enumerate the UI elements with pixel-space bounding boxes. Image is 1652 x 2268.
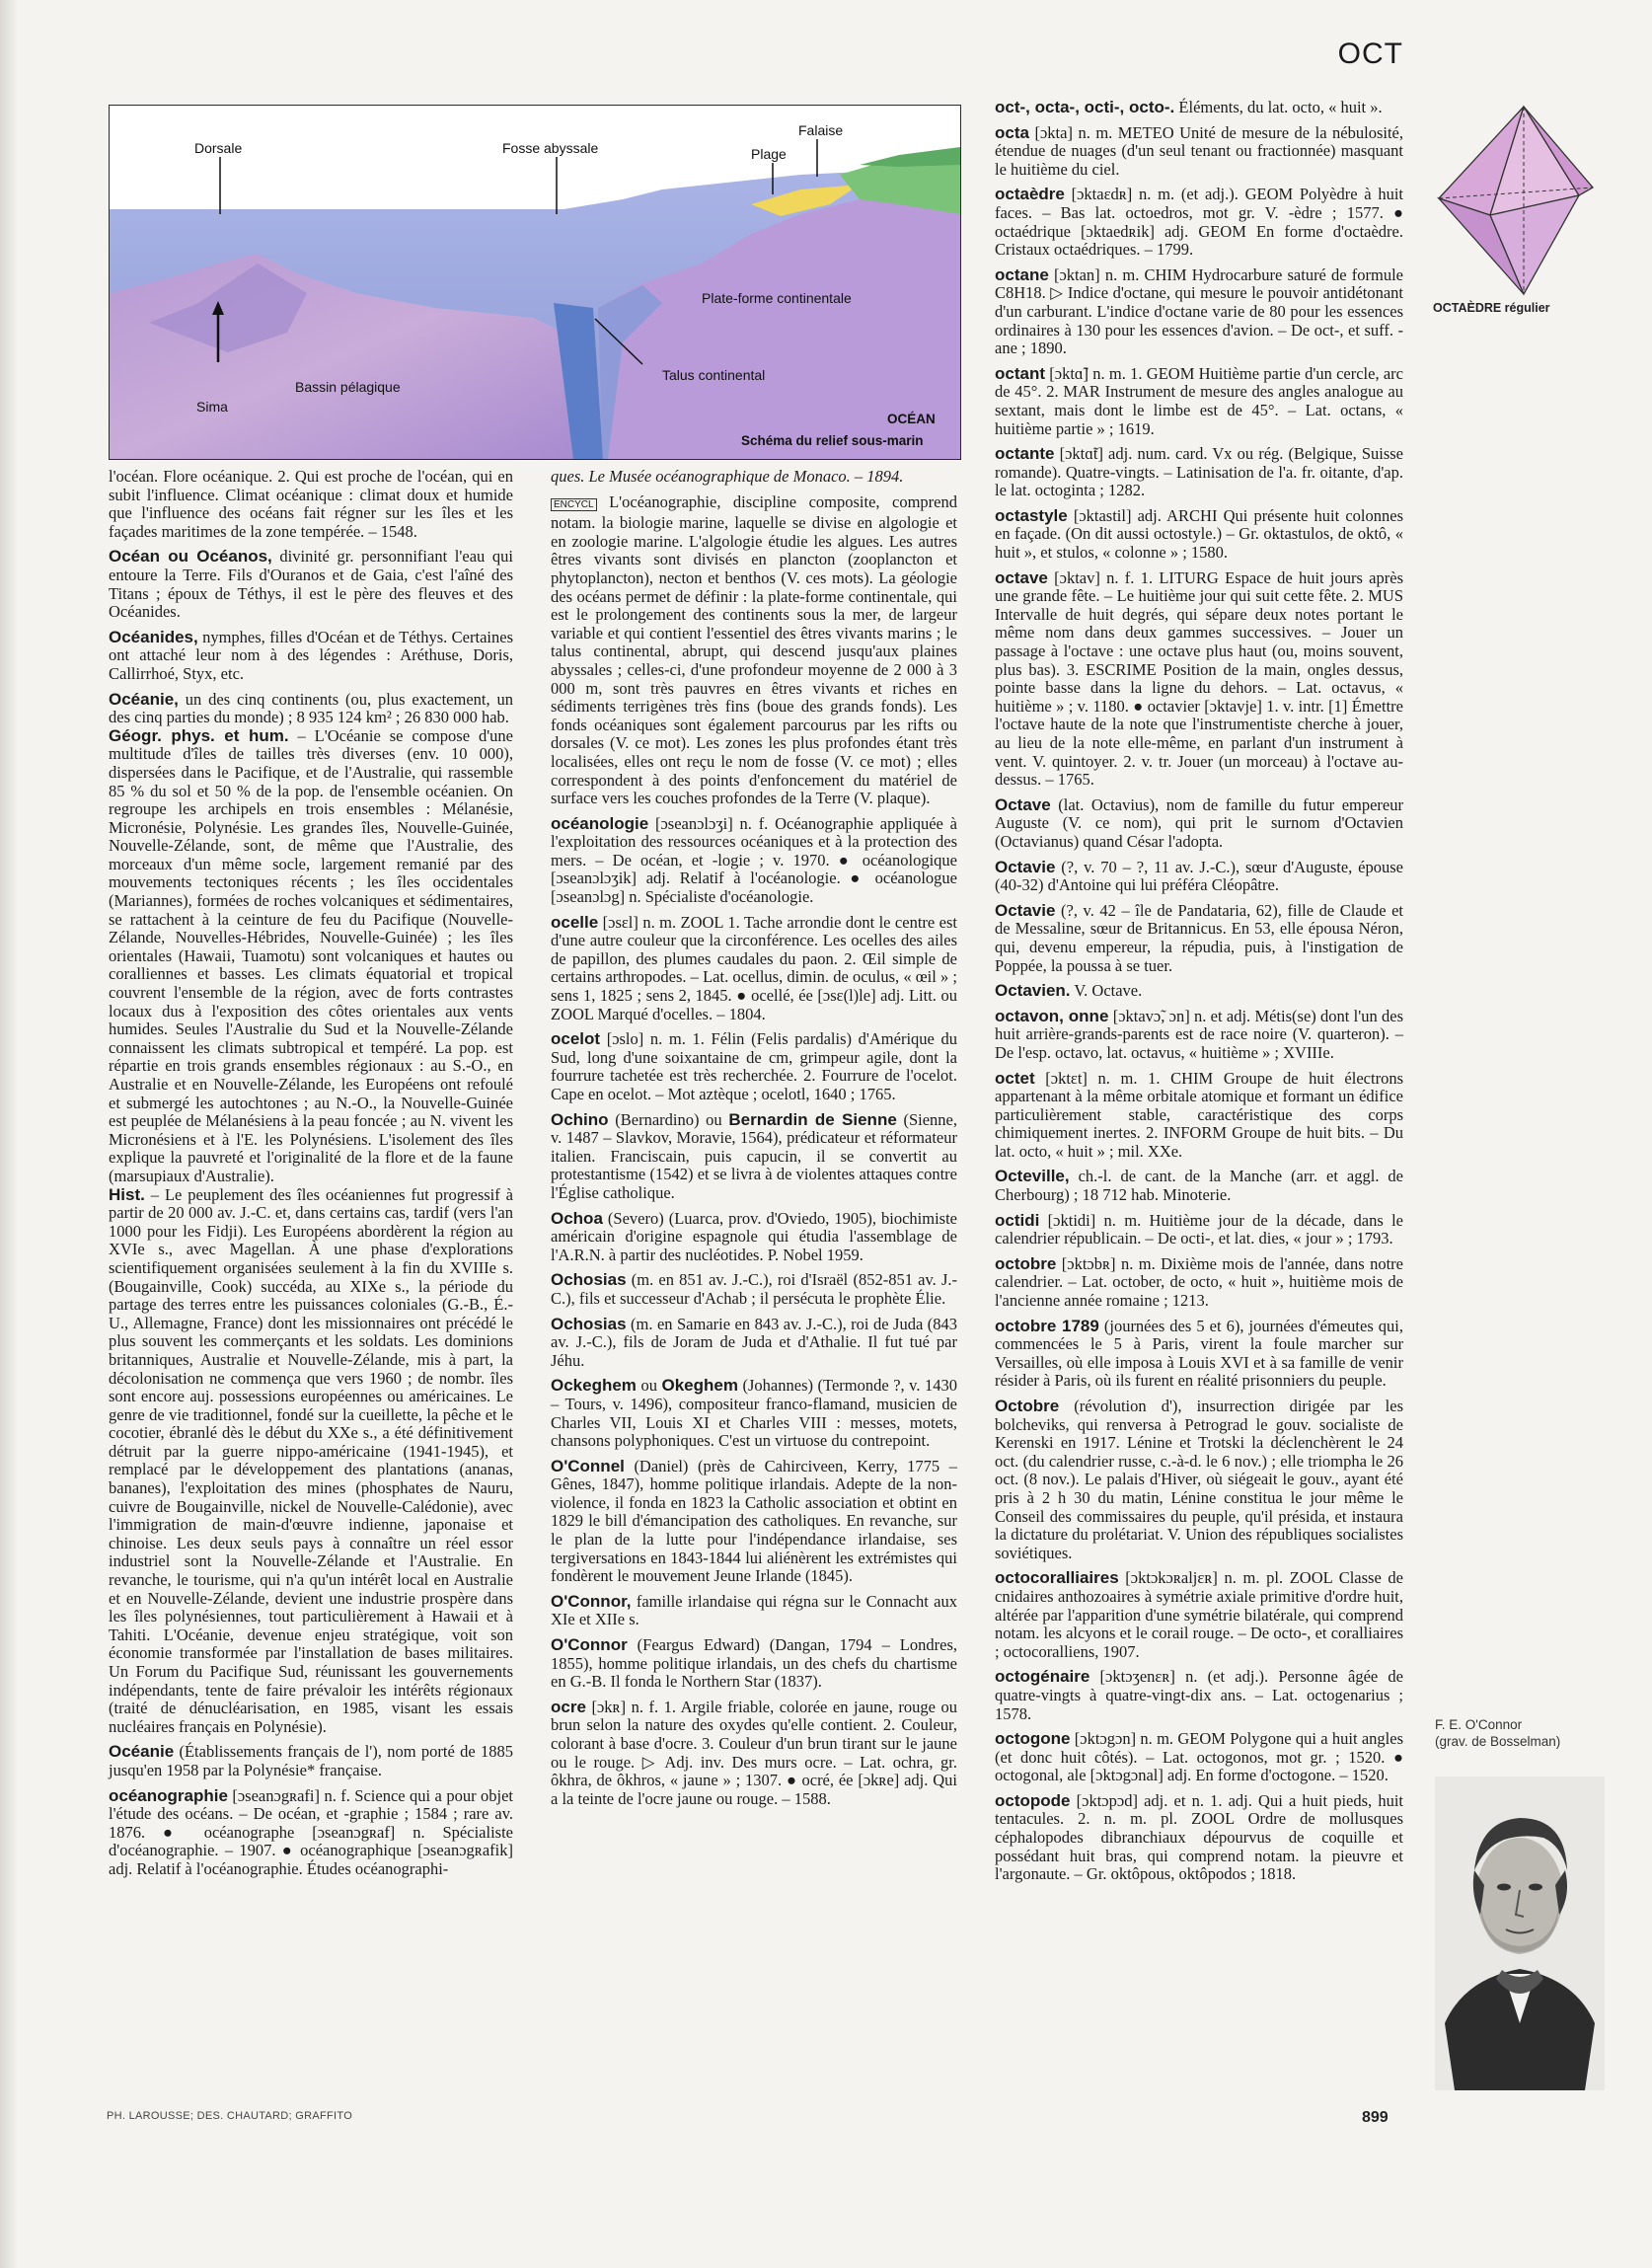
entry-text: (révolution d'), insurrection dirigée par les bolcheviks, qui renversa à Petrograd le gouv. socialiste de Kerenski en 1917. Lénine et Trotski la déclenchèrent le 24 oct. (du calendrier russe, c.-à-d. le 6 nov.) ; elle triompha le 26 oct. (8 nov.). Le palais d'Hiver, où siégeait le gouv., ayant été pris à 2 h 30 du matin, Lénine constitua le jour même le Conseil des commissaires du peuple, qu'il présida, et instaura la dictature du prolétariat. V. Union des républiques socialistes soviétiques. [995,1397,1403,1562]
encyclopedic-tag: ENCYCL [551,498,597,511]
entry-text: [ɔktaɛdʀ] n. m. (et adj.). GEOM Polyèdre à huit faces. – Bas lat. octoedros, mot gr. V. -èdre ; 1577. ● octaédrique [ɔktaedʀik] adj. GEOM En forme d'octaèdre. Cristaux octaédriques. – 1799. [995,185,1403,260]
entry-text: [ɔktastil] adj. ARCHI Qui présente huit colonnes en façade. (On dit aussi octostyle.) – Gr. oktastulos, de oktô, « huit », et stulos, « colonne » ; 1580. [995,505,1403,563]
portrait-name: F. E. O'Connor [1435,1717,1523,1732]
entry-oceanologie [551,815,957,907]
entry-text: [ɔktɔbʀ] n. m. Dixième mois de l'année, dans notre calendrier. – Lat. october, de octo, « huit », huitième mois de l'ancienne année romaine ; 1213. [995,1253,1403,1311]
label-fosse-abyssale: Fosse abyssale [502,140,599,156]
headword: octante [995,444,1055,464]
entry-text: l'océan. Flore océanique. 2. Qui est proche de l'océan, qui en subit l'influence. Climat océanique : climat doux et humide que l'influence des océans fait régner sur les îles et les façades maritimes de la zone tempérée. – 1548. [109,467,513,541]
entry-octavie-fille [995,902,1403,975]
figure-caption: Schéma du relief sous-marin [741,433,924,448]
label-sima: Sima [196,399,228,415]
entry-text: (lat. Octavius), nom de famille du futur empereur Auguste (V. ce nom), qui prit le surnom d'Octavien (Octavianus) quand César l'adopta. [995,794,1403,851]
headword: Octavie [995,900,1056,920]
entry-oconnor-feargus [551,1636,957,1692]
headword: octa [995,122,1029,142]
entry-text: L'océanographie, discipline composite, comprend notam. la biologie marine, laquelle se divise en algologie et en zoologie marine. L'algologie étudie les algues. Les autres êtres vivants sont divisés en plancton (zooplancton et phytoplancton), necton et benthos (V. ces mots). La géologie des océans permet de définir : la plate-forme continentale, qui est le prolongement des continents sous la mer, de largeur variable et qui contient l'essentiel des êtres vivants marins ; le talus continental, abrupt, qui descend jusqu'aux plaines abyssales ; celles-ci, d'une profondeur moyenne de 2 000 à 3 000 m, sont très pauvres en êtres vivants et riches en sédiments terrigènes très fins (boue des grands fonds). Les fonds océaniques sont également parcourus par les rifts ou dorsales (V. ce mot). Les zones les plus profondes étant très localisées, elles ont reçu le nom de fosse (V. ce mot) ; elles correspondent à des points d'enfoncement du matériel de surface vers les couches profondes de la Terre (V. plaque). [551,491,957,808]
headword: oct-, octa-, octi-, octo-. [995,98,1175,116]
label-talus: Talus continental [662,367,766,383]
octahedron-caption: OCTAÈDRE régulier [1433,301,1550,315]
entry-octane [995,266,1403,358]
headword: ocre [551,1697,586,1716]
label-falaise: Falaise [798,122,844,138]
subheading-geographie: Géogr. phys. et hum. [109,725,289,745]
entry-octidi [995,1212,1403,1248]
headword: octane [995,265,1049,284]
headword: Océanie [109,1742,175,1762]
entry-oct-prefix [995,99,1403,117]
headword: O'Connor [551,1635,628,1655]
entry-octet [995,1070,1403,1162]
entry-ocelot [551,1030,957,1103]
entry-text: [ɔktɔgɔn] n. m. GEOM Polygone qui a huit angles (et donc huit côtés). – Lat. octogonos, mot gr. ; 1520. ● octogonal, ale [ɔktɔgɔnal] adj. En forme d'octogone. – 1520. [995,1729,1403,1785]
headword: O'Connor, [551,1591,632,1611]
entry-octavon [995,1008,1403,1063]
entry-text: [ɔseanɔlɔʒi] n. f. Océanographie appliquée à l'exploitation des ressources océaniques et à la protection des mers. – De océan, et -logie ; v. 1970. ● océanologique [ɔseanɔlɔʒik] adj. Relatif à l'océanologie. ● océanologue [ɔseanɔlɔg] n. Spécialiste d'océanologie. [551,813,957,907]
encyclopedic-note [551,493,957,808]
entry-ochosias-israel [551,1271,957,1308]
entry-text: famille irlandaise qui régna sur le Connacht aux XIe et XIIe s. [551,1591,957,1629]
entry-oceanique-continued [109,468,513,541]
entry-text: (m. en 851 av. J.-C.), roi d'Israël (852-851 av. J.-C.), fils et successeur d'Achab ; il persécuta le prophète Élie. [551,1270,957,1308]
headword: octave [995,567,1048,587]
headword: octogone [995,1729,1071,1749]
portrait-credit: (grav. de Bosselman) [1435,1734,1561,1749]
label-dorsale: Dorsale [194,140,243,156]
headword: octocoralliaires [995,1568,1119,1588]
entry-oconnor-famille [551,1593,957,1629]
headword: Ochoa [551,1208,603,1228]
headword: octavon, onne [995,1006,1109,1025]
entry-octobre [995,1255,1403,1311]
label-ocean: OCÉAN [887,412,936,426]
entry-ochosias-juda [551,1316,957,1371]
headword: octant [995,363,1045,383]
headword: octet [995,1068,1035,1088]
entry-text: [ɔktɑ̃t] adj. num. card. Vx ou rég. (Belgique, Suisse romande). Quatre-vingts. – Latinisation de l'a. fr. oitante, d'ap. le lat. octoginta ; 1282. [995,444,1403,500]
entry-text: – Le peuplement des îles océaniennes fut progressif à partir de 20 000 av. J.-C. et, dans certains cas, tardif (vers l'an 1000 pour les Fidji). Les Européens abordèrent la région au XVIe s., avec Magellan. À une phase d'explorations scientifiquement organisées seulement à la fin du XVIIIe s. (Bougainville, Cook) succéda, au XIXe s., la période du partage des terres entre les puissances coloniales (G.-B., É.-U., Allemagne, France) dont les missionnaires ont précédé le plus souvent les commerçants et les soldats. Les dominions britanniques, Australie et Nouvelle-Zélande, mis à part, la décolonisation ne commença que vers 1960 ; de nombr. îles sont encore auj. possessions européennes ou américaines. Le genre de vie traditionnel, fondé sur la cueillette, la pêche et le cocotier, ébranlé dès le début du XXe s., a été définitivement détruit par la guerre nippo-américaine (1941-1945), et remplacé par le développement des plantations (ananas, bananes), l'exploitation des mines (phosphates de Nauru, cuivre de Bougainville, nickel de Nouvelle-Calédonie), avec l'immigration de main-d'œuvre indienne, japonaise et chinoise. Les deux seuls pays à connaître un réel essor industriel sont la Nouvelle-Zélande et l'Australie. En revanche, le tourisme, qui n'a qu'un intérêt local en Australie et en Nouvelle-Zélande, devient une industrie prospère dans les îles polynésiennes, tout particulièrement à Hawaii et à Tahiti. L'Océanie, devenue enjeu stratégique, voit son économie transformée par l'installation de bases militaires. Un Forum du Pacifique Sud, réunissant les gouvernements indépendants, tente de faire prévaloir les intérêts régionaux (traité de dénucléarisation, en 1985, visant les essais nucléaires français en Polynésie). [109,1184,513,1736]
entry-text: – L'Océanie se compose d'une multitude d'îles de tailles très diverses (env. 10 000), dispersées dans le Pacifique, et de l'Australie, qui rassemble 85 % du sol et 50 % de la pop. de l'ensemble océanien. On regroupe les archipels en trois ensembles : Mélanésie, Micronésie, Polynésie. Les grandes îles, Nouvelle-Guinée, Nouvelle-Zélande, sont, de même que l'Australie, des morceaux d'un même socle, largement remanié par des mouvements tectoniques récents ; les îles occidentales (Mariannes), formées de roches volcaniques et sédimentaires, se rattachent à la ceinture de feu du Pacifique (Nouvelle-Zélande, Nouvelles-Hébrides, Nouvelle-Guinée) ; les îles orientales (Hawaii, Tuamotu) sont volcaniques et hautes ou coralliennes et basses. Les climats équatorial et tropical couvrent l'ensemble de la région, avec de forts contrastes locaux dus à l'exposition des côtes orientales aux vents humides. Seules l'Australie du Sud et la Nouvelle-Zélande connaissent les climats subtropical et tempéré. La pop. est répartie en trois grands ensembles régionaux : au S.-O., en Australie et en Nouvelle-Zélande, les Européens ont refoulé et submergé les autochtones ; au N.-O., la Nouvelle-Guinée est peuplée de Mélanésiens à la peau foncée ; au N. vivent les Micronésiens et à l'E. les Polynésiens. L'isolement des îles explique la pauvreté et l'originalité de la flore et de la faune (marsupiaux d'Australie). [109,725,513,1185]
entry-text: [ɔktavɔ̃, ɔn] n. et adj. Métis(se) dont l'un des huit arrière-grands-parents est de race noire (V. quarteron). – De l'esp. octavo, lat. octavus, « huitième » ; XVIIIe. [995,1006,1404,1062]
entry-text: ques. Le Musée océanographique de Monaco. – 1894. [551,467,904,486]
running-head: OCT [1337,38,1403,70]
entry-text: [ɔkʀ] n. f. 1. Argile friable, colorée en jaune, rouge ou brun selon la nature des oxydes qu'elle contient. 2. Couleur, colorant à base d'ocre. 3. Couleur d'un brun tirant sur le jaune ou le rouge. ▷ Adj. inv. Des murs ocre. – Lat. ochra, gr. ôkhra, de ôkhros, « jaune » ; 1307. ● ocré, ée [ɔkʀe] adj. Qui a la teinte de l'ocre jaune ou rouge. – 1588. [551,1697,957,1808]
entry-text: (Feargus Edward) (Dangan, 1794 – Londres, 1855), homme politique irlandais, un des chefs du chartisme en G.-B. Il fonda le Northern Star (1837). [551,1635,957,1692]
entry-ockeghem [551,1377,957,1450]
headword: octastyle [995,505,1068,525]
headword: Octave [995,794,1051,814]
entry-text: divinité gr. personnifiant l'eau qui entoure la Terre. Fils d'Ouranos et de Gaia, c'est l'aîné des Titans ; époux de Téthys, il est le père des fleuves et des Océanides. [109,547,513,622]
headword: O'Connel [551,1456,625,1475]
headword: Ochosias [551,1314,627,1333]
label-bassin: Bassin pélagique [295,379,401,395]
headword: Octavie [995,857,1056,876]
entry-text: [ɔsɛl] n. m. ZOOL 1. Tache arrondie dont le centre est d'une autre couleur que la circonférence. Les ocelles des ailes de papillon, des plumes caudales du paon. 2. Œil simple de certains arthropodes. – Lat. ocellus, dimin. de oculus, « œil » ; sens 1, 1825 ; sens 2, 1845. ● ocellé, ée [ɔsɛ(l)le] adj. Litt. ou ZOOL Marqué d'ocelles. – 1804. [551,912,957,1023]
entry-octobre-1789 [995,1318,1403,1391]
entry-text: [ɔktɔkɔʀaljɛʀ] n. m. pl. ZOOL Classe de cnidaires anthozoaires à symétrie axiale primitive d'ordre huit, altérée par l'apparition d'une symétrie bilatérale, qui comprend notam. les alcyons et le corail rouge. – De octo-, et coralliaires ; octocoralliens, 1907. [995,1568,1403,1661]
entry-oceanographie [109,1787,513,1879]
entry-oceanides [109,629,513,684]
page-number: 899 [1362,2109,1389,2126]
entry-text: ch.-l. de cant. de la Manche (arr. et aggl. de Cherbourg) ; 18 712 hab. Minoterie. [995,1167,1403,1205]
entry-ocean [109,548,513,621]
octahedron-icon [1431,105,1609,302]
entry-text: [ɔktan] n. m. CHIM Hydrocarbure saturé de formule C8H18. ▷ Indice d'octane, qui mesure le pouvoir antidétonant d'un carburant. L'indice d'octane varie de 80 pour les essences ordinaires à 130 pour les essences d'avion. – De oct-, et suff. -ane ; 1890. [995,265,1403,358]
footer-credit: PH. LAROUSSE; DES. CHAUTARD; GRAFFITO [107,2110,353,2122]
entry-octavien [995,982,1403,1001]
headword: Ochosias [551,1270,627,1290]
seabed-relief-figure [109,105,961,460]
entry-octogenaire [995,1668,1403,1723]
entry-text: nymphes, filles d'Océan et de Téthys. Certaines ont attaché leur nom à des légendes : Aréthuse, Doris, Callirrhoé, Styx, etc. [109,627,513,683]
entry-revolution-octobre [995,1398,1403,1562]
entry-ocelle [551,914,957,1024]
headword: Octavien. [995,981,1071,1001]
entry-text: (?, v. 42 – île de Pandataria, 62), fille de Claude et de Messaline, sœur de Britannicus. En 53, elle épousa Néron, qui, devenu empereur, la répudia, puis, à l'instigation de Poppée, la poussa à se tuer. [995,900,1403,975]
entry-ochino [551,1111,957,1203]
subheading-histoire: Hist. [109,1184,145,1204]
entry-text: [ɔktɛt] n. m. 1. CHIM Groupe de huit électrons appartenant à la même orbitale atomique et formant un édifice particulièrement stable, caractéristique des corps chimiquement inertes. 2. INFORM Groupe de huit bits. – Du lat. octo, « huit » ; mil. XXe. [995,1068,1403,1161]
headword: ocelot [551,1029,601,1049]
entry-octavie-soeur [995,859,1403,895]
entry-text: V. Octave. [1070,981,1143,1001]
entry-text: (Johannes) (Termonde ?, v. 1430 – Tours, v. 1496), compositeur franco-flamand, musicien de Charles VII, Louis XI et Charles VIII : messes, motets, chansons polyphoniques. C'est un virtuose du contrepoint. [551,1376,957,1451]
entry-octopode [995,1792,1403,1884]
oconnor-portrait [1435,1777,1605,2090]
entry-ocre [551,1699,957,1809]
headword: octobre 1789 [995,1316,1099,1335]
entry-octaedre [995,186,1403,259]
headword: octopode [995,1790,1071,1810]
entry-octogone [995,1730,1403,1785]
headword-variant: Okeghem [661,1376,738,1396]
headword: Océanie, [109,689,179,709]
portrait-caption [1435,1716,1613,1750]
portrait-engraving [1435,1777,1605,2090]
entry-text: [ɔseanɔgʀafi] n. f. Science qui a pour objet l'étude des océans. – De océan, et -graphie ; 1584 ; rare av. 1876. ● océanographe [ɔseanɔgʀaf] n. Spécialiste d'océanographie. – 1907. ● océanographique [ɔseanɔgʀafik] adj. Relatif à l'océanographie. Études océanographi- [109,1785,513,1878]
headword: octogénaire [995,1667,1090,1687]
entry-text: (Daniel) (près de Cahirciveen, Kerry, 1775 – Gênes, 1847), homme politique irlandais. Adepte de la non-violence, il fonda en 1823 la Catholic association et obtint en 1829 le bill d'émancipation des catholiques. En revanche, sur le plan de la lutte pour l'indépendance irlandaise, ses tergiversations en 1843-1844 lui aliénèrent les extrémistes qui fondèrent le mouvement Jeune Irlande (1845). [551,1456,957,1586]
entry-oceanie [109,691,513,1737]
entry-text: Éléments, du lat. octo, « huit ». [1174,98,1383,116]
headword: Océanides, [109,627,198,646]
headword: octaèdre [995,185,1065,204]
entry-octa [995,124,1403,180]
entry-oceanographie-continued [551,468,957,487]
headword: ocelle [551,912,599,932]
label-plage: Plage [751,146,787,162]
entry-text: [ɔslo] n. m. 1. Félin (Felis pardalis) d'Amérique du Sud, long d'une soixantaine de cm, grimpeur agile, dont la fourrure tachetée est très recherchée. 2. Fourrure de l'ocelot. Cape en ocelot. – Mot aztèque ; ocelotl, 1640 ; 1765. [551,1029,957,1103]
entry-octant [995,365,1403,438]
octahedron-illustration [1431,105,1609,307]
page-edge-shadow [0,0,18,2268]
headword: océanographie [109,1785,228,1805]
column-2 [551,468,957,1815]
entry-text: ou [636,1376,662,1396]
column-1 [109,468,513,1886]
entry-octave [995,569,1403,790]
entry-octave-empereur [995,796,1403,852]
headword: Octobre [995,1397,1060,1415]
entry-oceanie-etablissements [109,1743,513,1779]
headword: octidi [995,1210,1040,1230]
entry-octastyle [995,507,1403,563]
entry-octocoralliaires [995,1569,1403,1661]
headword-variant: Bernardin de Sienne [728,1109,897,1129]
entry-ochoa [551,1210,957,1265]
entry-text: (journées des 5 et 6), journées d'émeutes qui, commencées le 5 à Paris, virent la foule marcher sur Versailles, où elle imposa à Louis XVI et à sa famille de venir résider à Paris, où ils furent en réalité prisonniers du peuple. [995,1316,1403,1391]
entry-text: [ɔktɑ̃] n. m. 1. GEOM Huitième partie d'un cercle, arc de 45°. 2. MAR Instrument de mesure des angles analogue au sextant, mais dont le limbe est de 45°. – Lat. octans, « huitième partie » ; 1619. [995,363,1403,438]
entry-text: [ɔktav] n. f. 1. LITURG Espace de huit jours après une grande fête. – Le huitième jour qui suit cette fête. 2. MUS Intervalle de huit degrés, qui sépare deux notes portant le même nom dans deux gammes successives. – Jouer un passage à l'octave : une octave plus haut (ou, moins souvent, plus bas). 3. ESCRIME Position de la main, ongles dessus, pointe basse dans la ligne du dehors. – Lat. octavus, « huitième » ; v. 1180. ● octavier [ɔktavje] 1. v. intr. [1] Émettre l'octave haute de la note que l'instrumentiste cherche à jouer, au lieu de la note elle-même, en parlant d'un instrument à vent. V. quintoyer. 2. v. tr. Jouer (un morceau) à l'octave au-dessus. – 1765. [995,567,1403,790]
entry-text: (m. en Samarie en 843 av. J.-C.), roi de Juda (843 av. J.-C.), fils de Joram de Juda et d'Athalie. Il fut tué par Jéhu. [551,1314,957,1370]
entry-text: [ɔktɔʒenɛʀ] n. (et adj.). Personne âgée de quatre-vingts à quatre-vingt-dix ans. – Lat. octogenarius ; 1578. [995,1667,1403,1723]
headword: océanologie [551,813,649,833]
headword: Ockeghem [551,1376,637,1396]
entry-text: [ɔktidi] n. m. Huitième jour de la décade, dans le calendrier républicain. – De octi-, et lat. dies, « jour » ; 1793. [995,1210,1403,1248]
entry-text: (Établissements français de l'), nom porté de 1885 jusqu'en 1958 par la Polynésie* française. [109,1742,513,1779]
label-plate-forme: Plate-forme continentale [702,290,852,306]
entry-octante [995,445,1403,500]
entry-text: (Sienne, v. 1487 – Slavkov, Moravie, 1564), prédicateur et réformateur italien. Franciscain, puis capucin, il se convertit au protestantisme (1542) et se livra à de violentes attaques contre l'Église catholique. [551,1109,958,1202]
entry-text: un des cinq continents (ou, plus exactement, un des cinq parties du monde) ; 8 935 124 km² ; 26 830 000 hab. [109,689,513,727]
entry-text: [ɔktɔpɔd] adj. et n. 1. adj. Qui a huit pieds, huit tentacules. 2. n. m. pl. ZOOL Ordre de mollusques céphalopodes dibranchiaux dépourvus de coquille et possédant huit bras, qui comprend notam. la pieuvre et l'argonaute. – Gr. oktôpous, oktôpodos ; 1818. [995,1790,1403,1884]
seabed-relief-diagram [110,106,960,459]
entry-octeville [995,1168,1403,1204]
headword: Océan ou Océanos, [109,547,272,567]
entry-oconnel [551,1458,957,1586]
headword: Octeville, [995,1167,1070,1186]
headword: Ochino [551,1109,609,1129]
entry-text: (?, v. 70 – ?, 11 av. J.-C.), sœur d'Auguste, épouse (40-32) d'Antoine qui lui préféra Cléopâtre. [995,857,1403,895]
headword: octobre [995,1253,1057,1273]
entry-text: [ɔkta] n. m. METEO Unité de mesure de la nébulosité, étendue de nuages (d'un seul tenant ou fractionnée) masquant le huitième du ciel. [995,122,1403,179]
column-3 [995,99,1403,1891]
entry-text: (Severo) (Luarca, prov. d'Oviedo, 1905), biochimiste américain d'origine espagnole qui étudia l'assemblage de l'A.R.N. à partir des nucléotides. P. Nobel 1959. [551,1208,957,1264]
entry-text: (Bernardino) ou [608,1109,729,1129]
